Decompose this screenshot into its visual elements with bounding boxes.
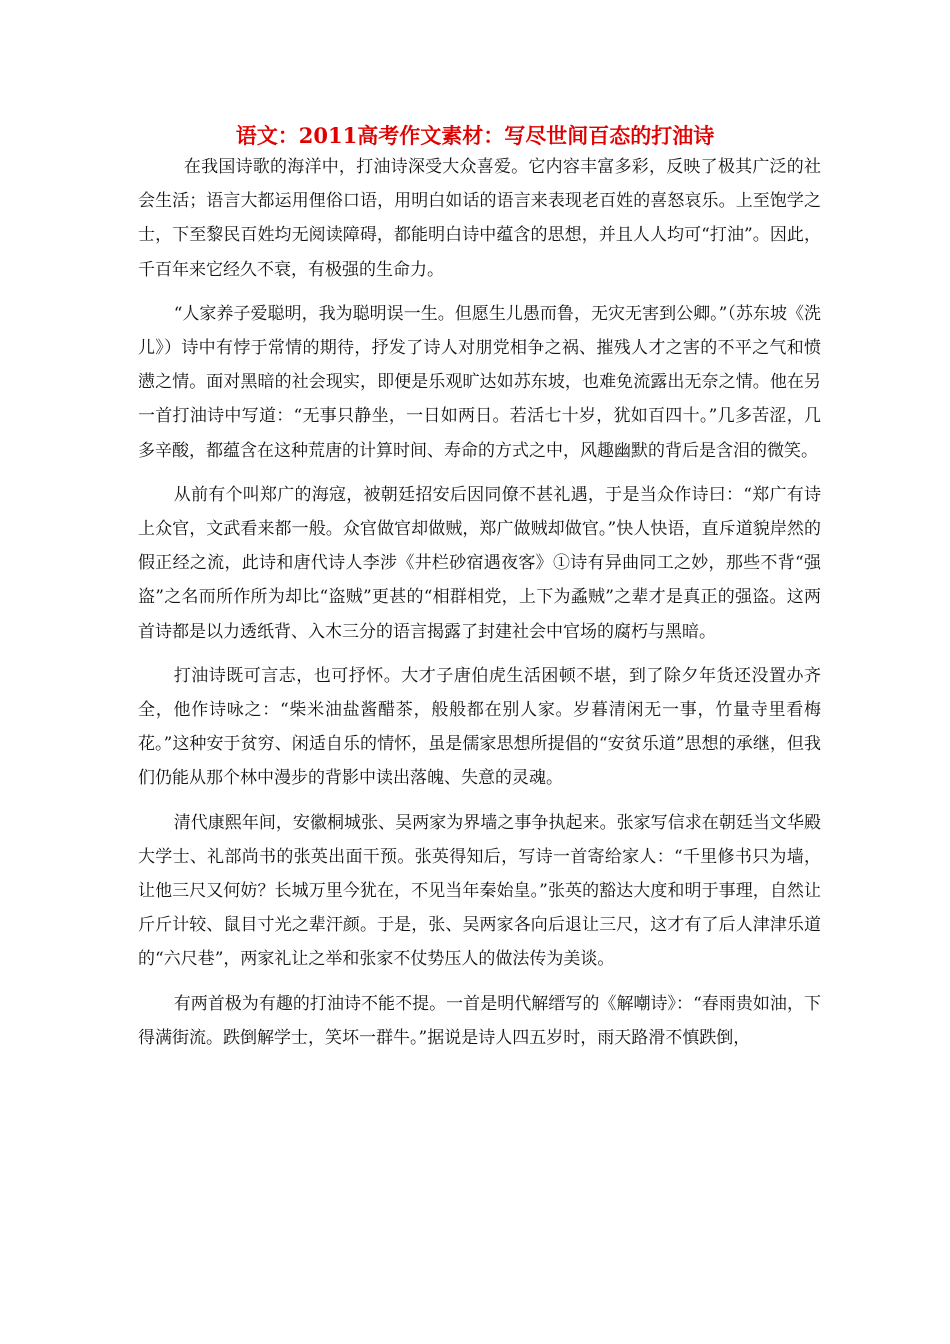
document-body (138, 150, 821, 1055)
paragraph-tang-bohu: 打油诗既可言志，也可抒怀。大才子唐伯虎生活困顿不堪，到了除夕年货还没置办齐全，他作诗咏之：“柴米油盐酱醋茶，般般都在别人家。岁暮清闲无一事，竹量寺里看梅花。”这种安于贫穷、闲适自乐的情怀，虽是儒家思想所提倡的“安贫乐道”思想的承继，但我们仍能从那个林中漫步的背影中读出落魄、失意的灵魂。 (138, 665, 821, 789)
paragraph-su-dongpo: “人家养子爱聪明，我为聪明误一生。但愿生儿愚而鲁，无灾无害到公卿。”（苏东坡《洗儿》）诗中有悖于常情的期待，抒发了诗人对朋党相争之祸、摧残人才之害的不平之气和愤懑之情。面对黑暗的社会现实，即便是乐观旷达如苏东坡，也难免流露出无奈之情。他在另一首打油诗中写道：“无事只静坐，一日如两日。若活七十岁，犹如百四十。”几多苦涩，几多辛酸，都蕴含在这种荒唐的计算时间、寿命的方式之中，风趣幽默的背后是含泪的微笑。 (138, 303, 821, 461)
paragraph-intro: 在我国诗歌的海洋中，打油诗深受大众喜爱。它内容丰富多彩，反映了极其广泛的社会生活；语言大都运用俚俗口语，用明白如话的语言来表现老百姓的喜怒哀乐。上至饱学之士，下至黎民百姓均无阅读障碍，都能明白诗中蕴含的思想，并且人人均可“打油”。因此，千百年来它经久不衰，有极强的生命力。 (138, 157, 821, 280)
document-title: 语文：2011高考作文素材：写尽世间百态的打油诗 (235, 123, 715, 148)
paragraph-zhang-ying: 清代康熙年间，安徽桐城张、吴两家为界墙之事争执起来。张家写信求在朝廷当文华殿大学士、礼部尚书的张英出面干预。张英得知后，写诗一首寄给家人：“千里修书只为墙，让他三尺又何妨？长城万里今犹在，不见当年秦始皇。”张英的豁达大度和明于事理，自然让斤斤计较、鼠目寸光之辈汗颜。于是，张、吴两家各向后退让三尺，这才有了后人津津乐道的“六尺巷”，两家礼让之举和张家不仗势压人的做法传为美谈。 (138, 812, 821, 970)
paragraph-xie-jin: 有两首极为有趣的打油诗不能不提。一首是明代解缙写的《解嘲诗》：“春雨贵如油，下得满街流。跌倒解学士，笑坏一群牛。”据说是诗人四五岁时，雨天路滑不慎跌倒， (138, 993, 821, 1048)
paragraph-zheng-guang: 从前有个叫郑广的海寇，被朝廷招安后因同僚不甚礼遇，于是当众作诗曰：“郑广有诗上众官，文武看来都一般。众官做官却做贼，郑广做贼却做官。”快人快语，直斥道貌岸然的假正经之流，此诗和唐代诗人李涉《井栏砂宿遇夜客》①诗有异曲同工之妙，那些不背“强盗”之名而所作所为却比“盗贼”更甚的“相群相党，上下为蟊贼”之辈才是真正的强盗。这两首诗都是以力透纸背、入木三分的语言揭露了封建社会中官场的腐朽与黑暗。 (138, 484, 821, 642)
